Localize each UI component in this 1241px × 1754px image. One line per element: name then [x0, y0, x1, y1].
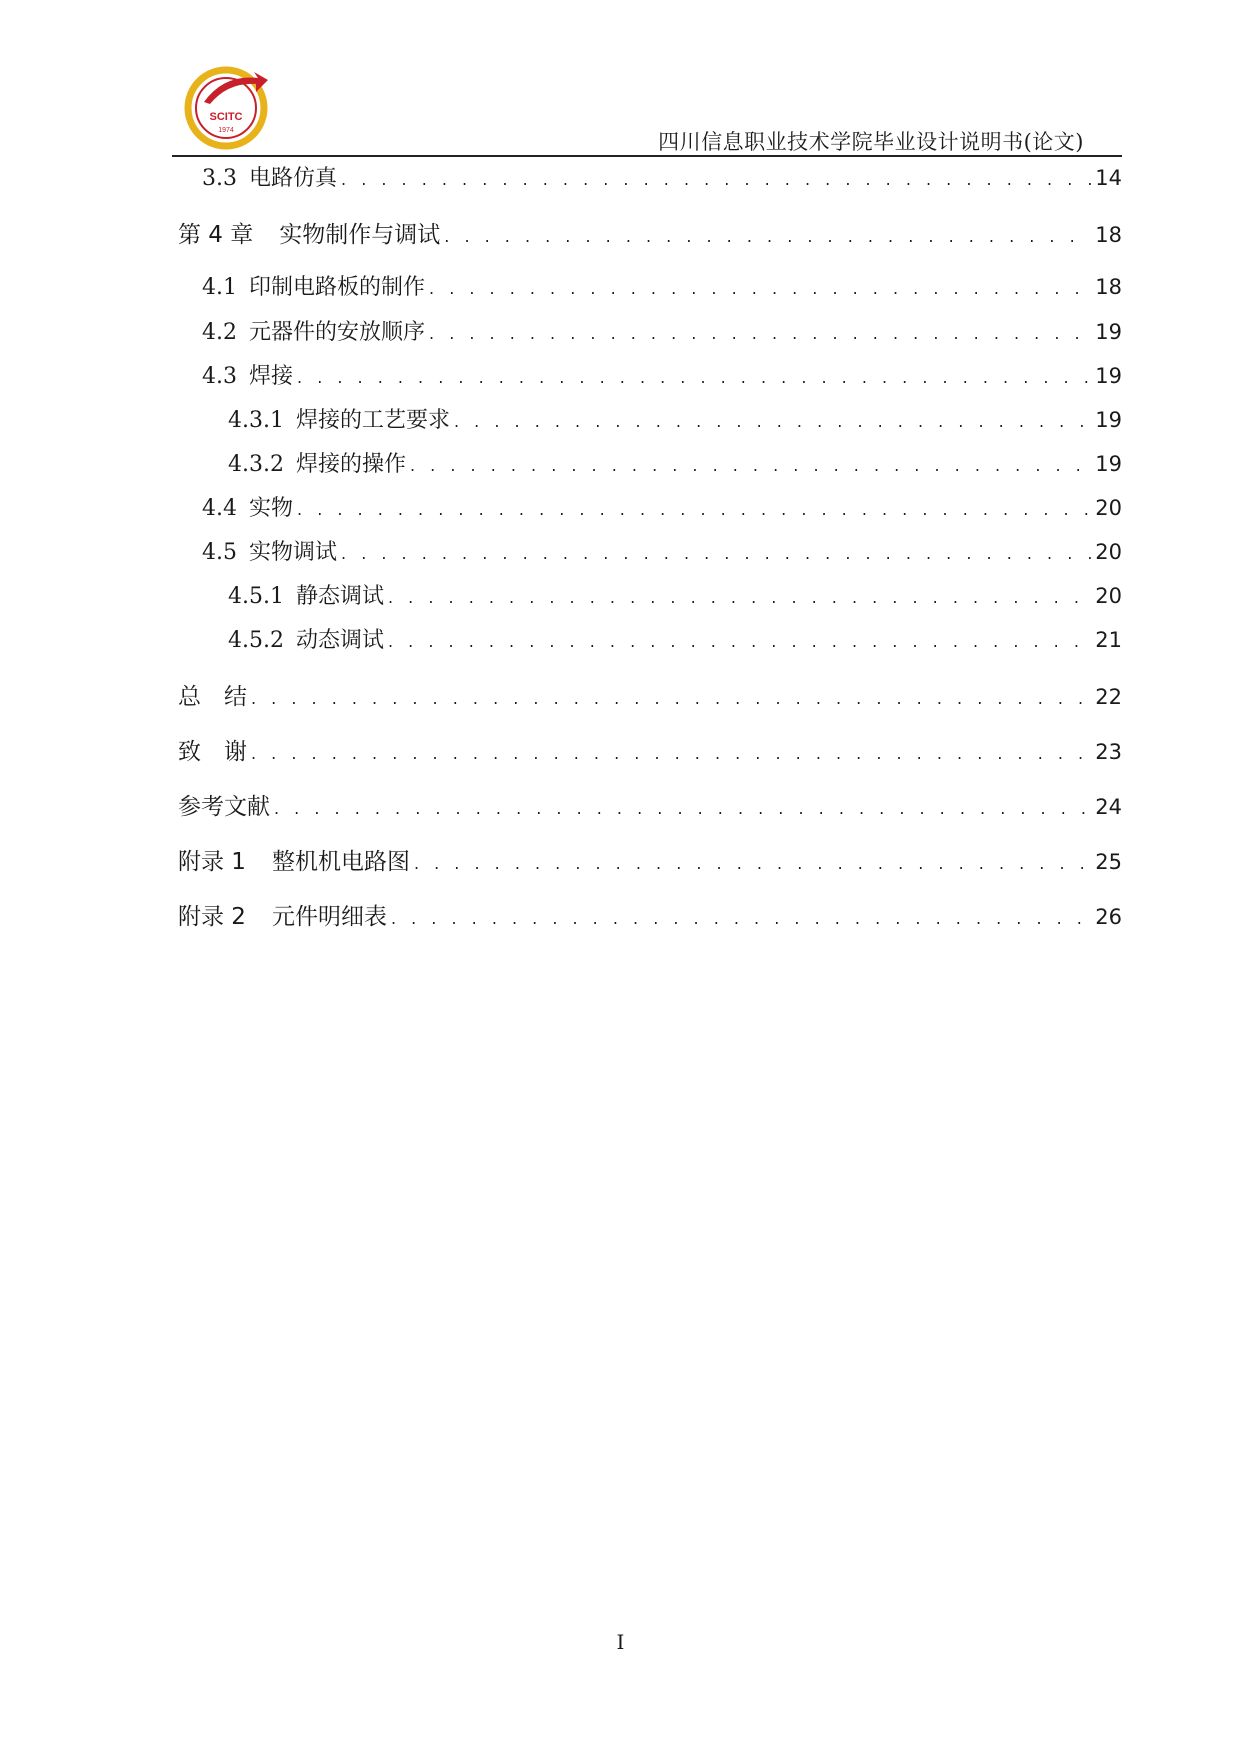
toc-entry-number: 4.5.2	[228, 628, 284, 653]
toc-page-number: 25	[1095, 850, 1122, 874]
toc-entry-label: 电路仿真	[249, 166, 338, 191]
toc-dot-leader	[429, 279, 1091, 298]
toc-dot-leader	[414, 854, 1091, 873]
toc-entry-number: 附录 2	[178, 904, 246, 930]
toc-page-number: 19	[1095, 408, 1122, 432]
toc-entry[interactable]	[178, 843, 1122, 876]
toc-dot-leader	[388, 632, 1091, 651]
toc-page-number: 23	[1095, 740, 1122, 764]
toc-page-number: 24	[1095, 795, 1122, 819]
page-header	[172, 60, 1122, 158]
toc-entry-number: 4.5	[202, 540, 237, 565]
toc-entry[interactable]	[178, 270, 1122, 301]
toc-entry[interactable]	[178, 535, 1122, 566]
toc-entry-label: 焊接的工艺要求	[295, 408, 450, 433]
toc-entry[interactable]	[178, 315, 1122, 346]
toc-entry-title	[228, 447, 406, 478]
toc-entry-label: 总 结	[178, 684, 247, 710]
toc-entry-label: 实物调试	[249, 540, 338, 565]
toc-dot-leader	[388, 588, 1091, 607]
toc-page-number: 18	[1095, 223, 1122, 247]
toc-entry-label: 元器件的安放顺序	[249, 320, 426, 345]
toc-dot-leader	[274, 799, 1091, 818]
toc-page-number: 19	[1095, 320, 1122, 344]
toc-page-number: 19	[1095, 364, 1122, 388]
toc-entry-title	[228, 579, 384, 610]
toc-entry-number: 4.4	[202, 496, 237, 521]
toc-dot-leader	[251, 744, 1091, 763]
toc-entry-title	[228, 623, 384, 654]
toc-entry-title	[202, 161, 337, 192]
toc-page-number: 20	[1095, 584, 1122, 608]
toc-entry-label: 动态调试	[295, 628, 384, 653]
toc-entry-title	[178, 678, 247, 711]
logo-text: SCITC	[209, 111, 243, 123]
toc-dot-leader	[251, 689, 1091, 708]
toc-entry-title	[202, 491, 293, 522]
toc-entry-title	[202, 359, 293, 390]
toc-dot-leader	[429, 324, 1091, 343]
toc-page-number: 20	[1095, 540, 1122, 564]
toc-entry-title	[178, 216, 440, 249]
toc-entry-label: 焊接	[249, 364, 294, 389]
toc-entry-title	[202, 270, 425, 301]
toc-entry[interactable]	[178, 788, 1122, 821]
toc-entry[interactable]	[178, 447, 1122, 478]
toc-page-number: 20	[1095, 496, 1122, 520]
toc-page-number: 22	[1095, 685, 1122, 709]
toc-dot-leader	[341, 170, 1091, 189]
toc-page-number: 19	[1095, 452, 1122, 476]
toc-entry-number: 4.3.2	[228, 452, 284, 477]
toc-page-number: 18	[1095, 275, 1122, 299]
page-number: I	[616, 1630, 625, 1654]
toc-dot-leader	[297, 368, 1091, 387]
toc-entry-title	[228, 403, 450, 434]
toc-entry-label: 实物	[249, 496, 294, 521]
toc-entry-number: 4.5.1	[228, 584, 284, 609]
toc-entry-number: 4.3.1	[228, 408, 284, 433]
toc-dot-leader	[410, 456, 1091, 475]
toc-entry[interactable]	[178, 359, 1122, 390]
toc-entry-title	[202, 535, 337, 566]
toc-entry-label: 致 谢	[178, 739, 247, 765]
toc-entry-label: 印制电路板的制作	[249, 275, 426, 300]
toc-entry-label: 静态调试	[295, 584, 384, 609]
toc-entry-title	[178, 733, 247, 766]
toc-entry[interactable]	[178, 898, 1122, 931]
toc-dot-leader	[444, 227, 1091, 246]
toc-page-number: 21	[1095, 628, 1122, 652]
toc-entry-number: 第 4 章	[178, 222, 254, 248]
toc-entry[interactable]	[178, 216, 1122, 249]
toc-entry[interactable]	[178, 623, 1122, 654]
toc-entry-number: 4.2	[202, 320, 237, 345]
header-rule	[172, 155, 1122, 157]
toc-entry[interactable]	[178, 491, 1122, 522]
toc-entry-label: 实物制作与调试	[279, 222, 441, 248]
toc-entry[interactable]	[178, 161, 1122, 192]
toc-entry-label: 整机机电路图	[271, 849, 410, 875]
logo-year: 1974	[218, 127, 234, 134]
toc-entry[interactable]	[178, 579, 1122, 610]
school-logo	[184, 64, 270, 150]
header-title: 四川信息职业技术学院毕业设计说明书(论文)	[658, 130, 1084, 154]
toc-entry-number: 4.1	[202, 275, 237, 300]
toc-dot-leader	[297, 500, 1091, 519]
toc-dot-leader	[391, 909, 1091, 928]
toc-entry-label: 元件明细表	[271, 904, 387, 930]
toc-entry-number: 3.3	[202, 166, 237, 191]
toc-entry[interactable]	[178, 678, 1122, 711]
toc-entry-number: 4.3	[202, 364, 237, 389]
toc-entry-title	[178, 788, 270, 821]
toc-entry-number: 附录 1	[178, 849, 246, 875]
toc-entry-title	[178, 843, 410, 876]
toc-dot-leader	[341, 544, 1091, 563]
toc-entry-label: 焊接的操作	[295, 452, 406, 477]
toc-entry[interactable]	[178, 403, 1122, 434]
toc-entry-title	[178, 898, 387, 931]
toc-entry-label: 参考文献	[178, 794, 270, 820]
toc-entry[interactable]	[178, 733, 1122, 766]
toc-page-number: 14	[1095, 166, 1122, 190]
toc-entry-title	[202, 315, 425, 346]
toc-dot-leader	[454, 412, 1091, 431]
toc-page-number: 26	[1095, 905, 1122, 929]
